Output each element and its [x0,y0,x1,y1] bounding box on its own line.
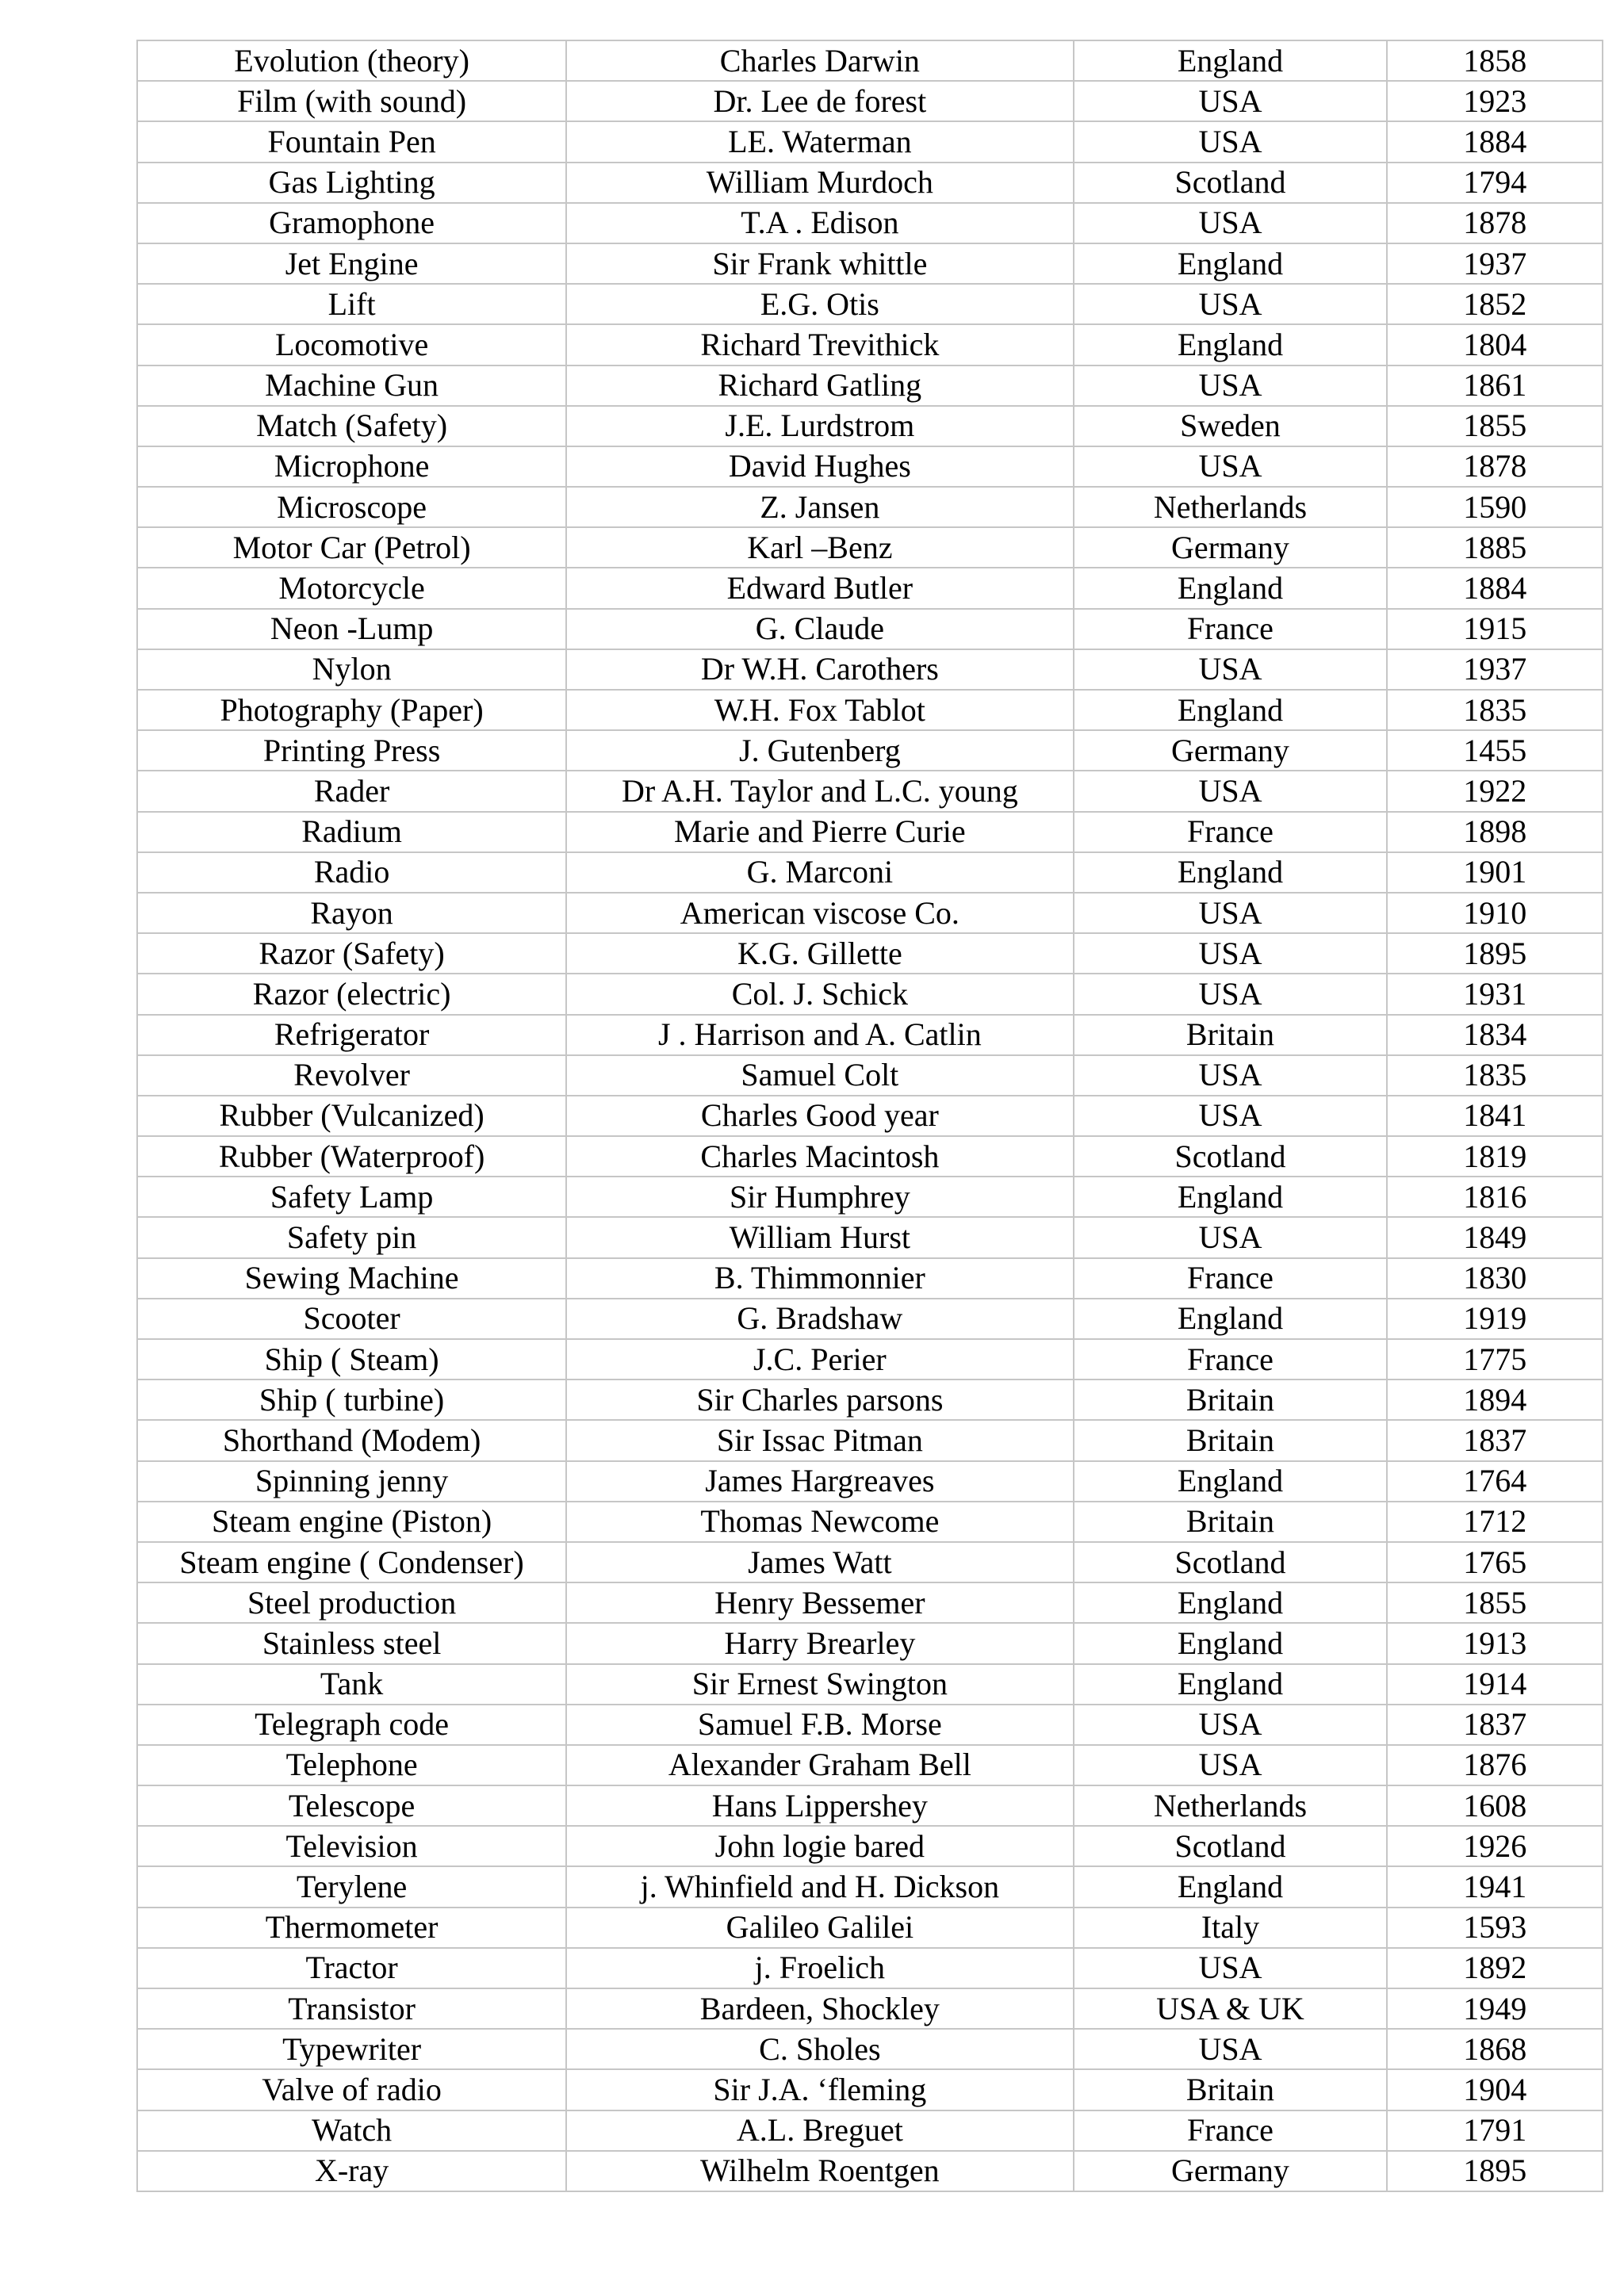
table-row [138,934,1602,973]
inventor-cell: Richard Gatling [567,366,1072,405]
year-cell: 1765 [1388,1543,1602,1582]
inventor-cell: C. Sholes [567,2030,1072,2068]
table-row [138,2070,1602,2109]
invention-cell: Refrigerator [138,1016,565,1054]
year-cell: 1878 [1388,204,1602,243]
invention-cell: Nylon [138,650,565,689]
country-cell: USA [1074,122,1387,161]
invention-cell: Television [138,1827,565,1866]
invention-cell: Spinning jenny [138,1462,565,1501]
year-cell: 1455 [1388,731,1602,770]
country-cell: USA [1074,366,1387,405]
table-row [138,407,1602,446]
year-cell: 1593 [1388,1908,1602,1947]
invention-cell: Rayon [138,894,565,932]
invention-cell: Steam engine ( Condenser) [138,1543,565,1582]
table-row [138,1583,1602,1622]
invention-cell: X-ray [138,2152,565,2191]
table-row [138,285,1602,323]
country-cell: USA [1074,2030,1387,2068]
table-row [138,1665,1602,1704]
year-cell: 1819 [1388,1137,1602,1176]
year-cell: 1915 [1388,610,1602,649]
country-cell: Britain [1074,1380,1387,1419]
year-cell: 1841 [1388,1096,1602,1135]
country-cell: England [1074,853,1387,892]
inventor-cell: Richard Trevithick [567,325,1072,364]
invention-cell: Motor Car (Petrol) [138,528,565,567]
invention-cell: Printing Press [138,731,565,770]
inventor-cell: Hans Lippershey [567,1786,1072,1825]
invention-cell: Tractor [138,1949,565,1988]
invention-cell: Neon -Lump [138,610,565,649]
table-row [138,771,1602,810]
inventor-cell: Dr. Lee de forest [567,82,1072,121]
year-cell: 1878 [1388,447,1602,486]
table-row [138,1056,1602,1095]
inventor-cell: Edward Butler [567,568,1072,607]
invention-cell: Sewing Machine [138,1259,565,1298]
invention-cell: Steam engine (Piston) [138,1502,565,1541]
invention-cell: Ship ( Steam) [138,1340,565,1379]
country-cell: France [1074,1259,1387,1298]
country-cell: England [1074,244,1387,283]
invention-cell: Scooter [138,1299,565,1338]
table-row [138,610,1602,649]
table-row [138,894,1602,932]
country-cell: Netherlands [1074,488,1387,526]
country-cell: England [1074,1624,1387,1663]
table-row [138,1624,1602,1663]
invention-cell: Typewriter [138,2030,565,2068]
inventor-cell: K.G. Gillette [567,934,1072,973]
year-cell: 1876 [1388,1746,1602,1785]
year-cell: 1892 [1388,1949,1602,1988]
inventor-cell: James Hargreaves [567,1462,1072,1501]
year-cell: 1608 [1388,1786,1602,1825]
invention-cell: Photography (Paper) [138,691,565,729]
year-cell: 1835 [1388,691,1602,729]
invention-cell: Evolution (theory) [138,41,565,80]
inventor-cell: John logie bared [567,1827,1072,1866]
invention-cell: Revolver [138,1056,565,1095]
invention-cell: Safety Lamp [138,1177,565,1216]
year-cell: 1941 [1388,1867,1602,1906]
year-cell: 1884 [1388,568,1602,607]
country-cell: France [1074,610,1387,649]
table-row [138,813,1602,851]
table-row [138,691,1602,729]
invention-cell: Telephone [138,1746,565,1785]
invention-cell: Radio [138,853,565,892]
table-row [138,41,1602,80]
inventor-cell: Sir Ernest Swington [567,1665,1072,1704]
inventor-cell: T.A . Edison [567,204,1072,243]
table-row [138,568,1602,607]
inventor-cell: A.L. Breguet [567,2111,1072,2150]
country-cell: England [1074,1462,1387,1501]
inventor-cell: Karl –Benz [567,528,1072,567]
year-cell: 1910 [1388,894,1602,932]
country-cell: USA [1074,1705,1387,1744]
invention-cell: Thermometer [138,1908,565,1947]
inventor-cell: W.H. Fox Tablot [567,691,1072,729]
inventor-cell: Samuel F.B. Morse [567,1705,1072,1744]
invention-cell: Telescope [138,1786,565,1825]
invention-cell: Steel production [138,1583,565,1622]
inventor-cell: J. Gutenberg [567,731,1072,770]
invention-cell: Safety pin [138,1218,565,1257]
year-cell: 1849 [1388,1218,1602,1257]
country-cell: USA [1074,204,1387,243]
year-cell: 1835 [1388,1056,1602,1095]
invention-cell: Valve of radio [138,2070,565,2109]
country-cell: Germany [1074,731,1387,770]
country-cell: France [1074,813,1387,851]
inventor-cell: j. Froelich [567,1949,1072,1988]
inventor-cell: Col. J. Schick [567,974,1072,1013]
table-row [138,1016,1602,1054]
inventor-cell: Samuel Colt [567,1056,1072,1095]
table-row [138,204,1602,243]
inventor-cell: William Murdoch [567,163,1072,202]
table-row [138,1949,1602,1988]
table-row [138,447,1602,486]
inventor-cell: Thomas Newcome [567,1502,1072,1541]
inventor-cell: j. Whinfield and H. Dickson [567,1867,1072,1906]
year-cell: 1830 [1388,1259,1602,1298]
year-cell: 1895 [1388,2152,1602,2191]
table-row [138,1380,1602,1419]
country-cell: England [1074,41,1387,80]
invention-cell: Microphone [138,447,565,486]
country-cell: Britain [1074,1016,1387,1054]
inventor-cell: LE. Waterman [567,122,1072,161]
year-cell: 1895 [1388,934,1602,973]
invention-cell: Match (Safety) [138,407,565,446]
inventor-cell: David Hughes [567,447,1072,486]
inventor-cell: Charles Macintosh [567,1137,1072,1176]
year-cell: 1914 [1388,1665,1602,1704]
invention-cell: Rubber (Waterproof) [138,1137,565,1176]
table-row [138,1137,1602,1176]
country-cell: Scotland [1074,1827,1387,1866]
inventor-cell: Wilhelm Roentgen [567,2152,1072,2191]
country-cell: USA & UK [1074,1989,1387,2028]
country-cell: USA [1074,1218,1387,1257]
year-cell: 1923 [1388,82,1602,121]
table-row [138,1908,1602,1947]
year-cell: 1937 [1388,244,1602,283]
inventor-cell: Charles Darwin [567,41,1072,80]
inventor-cell: Sir J.A. ‘fleming [567,2070,1072,2109]
year-cell: 1764 [1388,1462,1602,1501]
country-cell: England [1074,568,1387,607]
table-row [138,122,1602,161]
inventor-cell: Harry Brearley [567,1624,1072,1663]
table-body [138,41,1602,2191]
inventor-cell: Marie and Pierre Curie [567,813,1072,851]
year-cell: 1590 [1388,488,1602,526]
year-cell: 1816 [1388,1177,1602,1216]
year-cell: 1919 [1388,1299,1602,1338]
inventor-cell: James Watt [567,1543,1072,1582]
invention-cell: Razor (Safety) [138,934,565,973]
table-row [138,244,1602,283]
table-row [138,1543,1602,1582]
year-cell: 1913 [1388,1624,1602,1663]
invention-cell: Radium [138,813,565,851]
year-cell: 1926 [1388,1827,1602,1866]
inventor-cell: Sir Issac Pitman [567,1421,1072,1460]
inventor-cell: Sir Humphrey [567,1177,1072,1216]
table-row [138,853,1602,892]
table-row [138,1867,1602,1906]
invention-cell: Watch [138,2111,565,2150]
country-cell: England [1074,1867,1387,1906]
invention-cell: Locomotive [138,325,565,364]
year-cell: 1901 [1388,853,1602,892]
invention-cell: Ship ( turbine) [138,1380,565,1419]
country-cell: USA [1074,650,1387,689]
country-cell: Scotland [1074,1543,1387,1582]
inventor-cell: Galileo Galilei [567,1908,1072,1947]
invention-cell: Motorcycle [138,568,565,607]
country-cell: England [1074,1177,1387,1216]
year-cell: 1834 [1388,1016,1602,1054]
inventor-cell: Sir Charles parsons [567,1380,1072,1419]
table-row [138,1989,1602,2028]
year-cell: 1885 [1388,528,1602,567]
country-cell: Britain [1074,1502,1387,1541]
inventor-cell: G. Bradshaw [567,1299,1072,1338]
year-cell: 1894 [1388,1380,1602,1419]
table-row [138,1705,1602,1744]
inventor-cell: Dr A.H. Taylor and L.C. young [567,771,1072,810]
country-cell: USA [1074,285,1387,323]
country-cell: USA [1074,894,1387,932]
country-cell: USA [1074,934,1387,973]
table-row [138,163,1602,202]
table-row [138,1218,1602,1257]
country-cell: England [1074,325,1387,364]
table-row [138,650,1602,689]
year-cell: 1884 [1388,122,1602,161]
inventor-cell: William Hurst [567,1218,1072,1257]
inventor-cell: Dr W.H. Carothers [567,650,1072,689]
country-cell: England [1074,1299,1387,1338]
country-cell: Britain [1074,2070,1387,2109]
table-row [138,2152,1602,2191]
table-row [138,325,1602,364]
table-row [138,1096,1602,1135]
invention-cell: Gramophone [138,204,565,243]
country-cell: England [1074,691,1387,729]
table-row [138,1786,1602,1825]
inventor-cell: E.G. Otis [567,285,1072,323]
inventor-cell: Bardeen, Shockley [567,1989,1072,2028]
table-row [138,974,1602,1013]
year-cell: 1904 [1388,2070,1602,2109]
year-cell: 1852 [1388,285,1602,323]
year-cell: 1858 [1388,41,1602,80]
country-cell: Britain [1074,1421,1387,1460]
invention-cell: Fountain Pen [138,122,565,161]
year-cell: 1794 [1388,163,1602,202]
invention-cell: Rubber (Vulcanized) [138,1096,565,1135]
year-cell: 1837 [1388,1421,1602,1460]
country-cell: USA [1074,974,1387,1013]
table-row [138,1340,1602,1379]
country-cell: USA [1074,1096,1387,1135]
table-row [138,1299,1602,1338]
country-cell: England [1074,1583,1387,1622]
table-row [138,1259,1602,1298]
country-cell: England [1074,1665,1387,1704]
invention-cell: Shorthand (Modem) [138,1421,565,1460]
year-cell: 1949 [1388,1989,1602,2028]
country-cell: USA [1074,1949,1387,1988]
invention-cell: Tank [138,1665,565,1704]
invention-cell: Lift [138,285,565,323]
country-cell: USA [1074,771,1387,810]
year-cell: 1712 [1388,1502,1602,1541]
invention-cell: Gas Lighting [138,163,565,202]
year-cell: 1922 [1388,771,1602,810]
year-cell: 1868 [1388,2030,1602,2068]
country-cell: USA [1074,1056,1387,1095]
country-cell: USA [1074,82,1387,121]
invention-cell: Terylene [138,1867,565,1906]
inventor-cell: Z. Jansen [567,488,1072,526]
country-cell: France [1074,2111,1387,2150]
inventor-cell: Sir Frank whittle [567,244,1072,283]
table-row [138,82,1602,121]
country-cell: Scotland [1074,163,1387,202]
country-cell: Germany [1074,528,1387,567]
country-cell: Netherlands [1074,1786,1387,1825]
inventor-cell: Henry Bessemer [567,1583,1072,1622]
year-cell: 1855 [1388,1583,1602,1622]
table-row [138,1462,1602,1501]
country-cell: USA [1074,1746,1387,1785]
year-cell: 1937 [1388,650,1602,689]
table-row [138,1421,1602,1460]
inventor-cell: G. Marconi [567,853,1072,892]
year-cell: 1791 [1388,2111,1602,2150]
year-cell: 1931 [1388,974,1602,1013]
year-cell: 1804 [1388,325,1602,364]
inventions-table [136,40,1603,2192]
country-cell: France [1074,1340,1387,1379]
year-cell: 1837 [1388,1705,1602,1744]
inventor-cell: J.C. Perier [567,1340,1072,1379]
inventor-cell: G. Claude [567,610,1072,649]
table-row [138,2111,1602,2150]
invention-cell: Jet Engine [138,244,565,283]
country-cell: Italy [1074,1908,1387,1947]
table-row [138,1502,1602,1541]
inventor-cell: J . Harrison and A. Catlin [567,1016,1072,1054]
table-row [138,2030,1602,2068]
invention-cell: Telegraph code [138,1705,565,1744]
inventor-cell: B. Thimmonnier [567,1259,1072,1298]
invention-cell: Film (with sound) [138,82,565,121]
year-cell: 1861 [1388,366,1602,405]
table-row [138,1746,1602,1785]
inventor-cell: J.E. Lurdstrom [567,407,1072,446]
invention-cell: Stainless steel [138,1624,565,1663]
invention-cell: Razor (electric) [138,974,565,1013]
table-row [138,488,1602,526]
inventor-cell: Charles Good year [567,1096,1072,1135]
table-row [138,366,1602,405]
country-cell: Scotland [1074,1137,1387,1176]
table-row [138,731,1602,770]
table-row [138,1827,1602,1866]
inventor-cell: American viscose Co. [567,894,1072,932]
year-cell: 1775 [1388,1340,1602,1379]
inventor-cell: Alexander Graham Bell [567,1746,1072,1785]
country-cell: Germany [1074,2152,1387,2191]
year-cell: 1898 [1388,813,1602,851]
invention-cell: Rader [138,771,565,810]
table-row [138,1177,1602,1216]
year-cell: 1855 [1388,407,1602,446]
invention-cell: Microscope [138,488,565,526]
invention-cell: Transistor [138,1989,565,2028]
country-cell: USA [1074,447,1387,486]
table-row [138,528,1602,567]
country-cell: Sweden [1074,407,1387,446]
invention-cell: Machine Gun [138,366,565,405]
